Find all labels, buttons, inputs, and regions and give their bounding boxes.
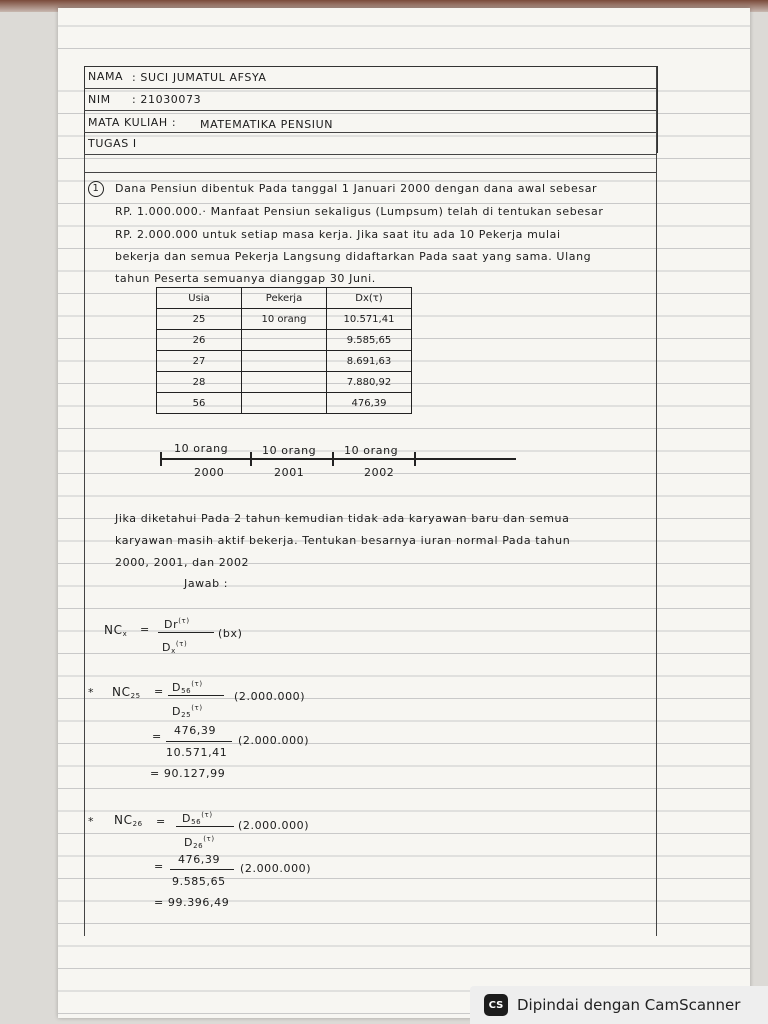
header-rule <box>84 132 656 133</box>
table-cell: 28 <box>157 372 242 393</box>
table-cell: 8.691,63 <box>327 351 412 372</box>
problem-line: bekerja dan semua Pekerja Langsung didaftarkan Pada saat yang sama. Ulang <box>115 250 592 263</box>
timeline-label-bottom: 2002 <box>364 466 395 479</box>
problem-number: 1 <box>88 181 104 197</box>
table-cell: 7.880,92 <box>327 372 412 393</box>
nc26-factor: (2.000.000) <box>238 819 310 832</box>
table-row <box>157 330 412 351</box>
table-cell: 26 <box>157 330 242 351</box>
camscanner-text: Dipindai dengan CamScanner <box>517 996 741 1014</box>
table-cell: 27 <box>157 351 242 372</box>
bullet-nc26: * <box>88 815 95 828</box>
header-rule <box>84 110 656 111</box>
header-rule <box>84 88 656 89</box>
table-cell <box>242 372 327 393</box>
name-label: NAMA <box>88 70 124 83</box>
formula-lhs: $NC_x$ <box>104 623 128 638</box>
timeline-tick <box>250 452 252 466</box>
table-header-age: Usia <box>157 288 242 309</box>
page-right-border <box>656 66 657 936</box>
table-row <box>157 309 412 330</box>
assignment-label: TUGAS I <box>88 137 137 150</box>
formula-equals: = <box>140 623 150 636</box>
page-left-border <box>84 66 85 936</box>
nc26-equals: = <box>156 815 166 828</box>
fraction-bar <box>170 869 234 870</box>
nc25-step2-factor: (2.000.000) <box>238 734 310 747</box>
nc26-denominator: $D_{26}^{(\tau)}$ <box>184 835 215 850</box>
timeline-label-top: 10 orang <box>344 444 399 457</box>
name-value: : SUCI JUMATUL AFSYA <box>132 71 267 84</box>
header-rule <box>84 154 656 155</box>
table-cell <box>242 351 327 372</box>
fraction-bar <box>168 695 224 696</box>
header-rule <box>84 172 656 173</box>
course-value: MATEMATIKA PENSIUN <box>200 118 334 131</box>
nc25-result: = 90.127,99 <box>150 767 226 780</box>
formula-denominator: $D_x^{(\tau)}$ <box>162 640 188 655</box>
timeline-axis <box>160 458 516 460</box>
problem-line: Dana Pensiun dibentuk Pada tanggal 1 Januari 2000 dengan dana awal sebesar <box>115 182 598 195</box>
nc25-factor: (2.000.000) <box>234 690 306 703</box>
nim-label: NIM <box>88 93 111 106</box>
nc25-step2-denominator: 10.571,41 <box>166 746 228 759</box>
table-cell: 56 <box>157 393 242 414</box>
nc26-equals-2: = <box>154 860 164 873</box>
nc25-lhs: $NC_{25}$ <box>112 685 141 700</box>
table-cell: 10.571,41 <box>327 309 412 330</box>
timeline-tick <box>332 452 334 466</box>
table-cell: 9.585,65 <box>327 330 412 351</box>
nc25-equals-2: = <box>152 730 162 743</box>
timeline-tick <box>160 452 162 466</box>
table-header-dx: Dx(τ) <box>327 288 412 309</box>
answer-label: Jawab : <box>184 577 229 590</box>
formula-numerator: $Dr^{(\tau)}$ <box>164 617 190 631</box>
timeline-label-bottom: 2000 <box>194 466 225 479</box>
course-label: MATA KULIAH : <box>88 116 177 129</box>
camscanner-logo: CS <box>484 994 508 1016</box>
timeline-label-top: 10 orang <box>262 444 317 457</box>
question-line: 2000, 2001, dan 2002 <box>115 556 250 569</box>
timeline-label-top: 10 orang <box>174 442 229 455</box>
nim-value: : 21030073 <box>132 93 202 106</box>
nc25-numerator: $D_{56}^{(\tau)}$ <box>172 680 203 695</box>
nc26-result: = 99.396,49 <box>154 896 230 909</box>
camscanner-watermark <box>470 986 768 1024</box>
table-row <box>157 393 412 414</box>
table-header-row <box>157 288 412 309</box>
nc26-step2-factor: (2.000.000) <box>240 862 312 875</box>
nc25-denominator: $D_{25}^{(\tau)}$ <box>172 704 203 719</box>
table-row <box>157 351 412 372</box>
timeline-label-bottom: 2001 <box>274 466 305 479</box>
nc26-step2-numerator: 476,39 <box>178 853 221 866</box>
problem-line: RP. 1.000.000.· Manfaat Pensiun sekaligus (Lumpsum) telah di tentukan sebesar <box>115 205 604 218</box>
nc25-step2-numerator: 476,39 <box>174 724 217 737</box>
table-cell: 25 <box>157 309 242 330</box>
table-cell <box>242 330 327 351</box>
question-line: karyawan masih aktif bekerja. Tentukan besarnya iuran normal Pada tahun <box>115 534 571 547</box>
problem-line: RP. 2.000.000 untuk setiap masa kerja. Jika saat itu ada 10 Pekerja mulai <box>115 228 561 241</box>
table-header-workers: Pekerja <box>242 288 327 309</box>
table-cell: 476,39 <box>327 393 412 414</box>
timeline-tick <box>414 452 416 466</box>
nc26-lhs: $NC_{26}$ <box>114 813 143 828</box>
table-row <box>157 372 412 393</box>
fraction-bar <box>176 826 234 827</box>
bullet-nc25: * <box>88 686 95 699</box>
fraction-bar <box>166 741 232 742</box>
table-cell: 10 orang <box>242 309 327 330</box>
nc26-step2-denominator: 9.585,65 <box>172 875 226 888</box>
data-table <box>156 287 412 414</box>
nc25-equals: = <box>154 685 164 698</box>
nc26-numerator: $D_{56}^{(\tau)}$ <box>182 811 213 826</box>
fraction-bar <box>158 632 214 633</box>
formula-factor: (bx) <box>218 627 243 640</box>
problem-line: tahun Peserta semuanya dianggap 30 Juni. <box>115 272 376 285</box>
question-line: Jika diketahui Pada 2 tahun kemudian tidak ada karyawan baru dan semua <box>115 512 570 525</box>
table-cell <box>242 393 327 414</box>
